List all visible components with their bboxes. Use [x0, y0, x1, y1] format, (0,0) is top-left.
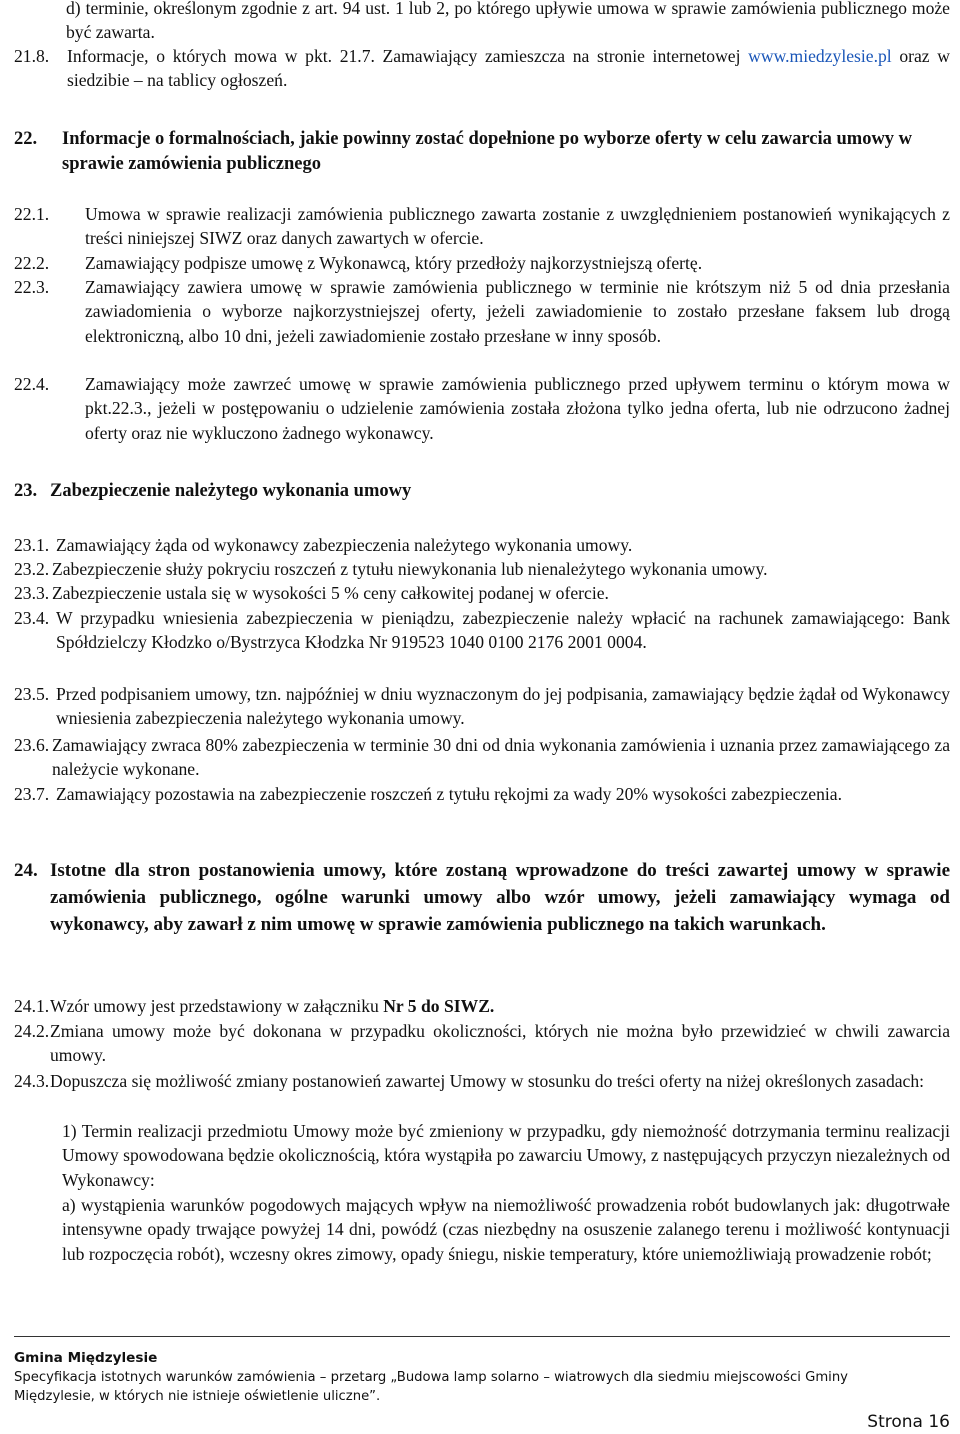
- item-text: Zamawiający zawiera umowę w sprawie zamówienia publicznego w terminie nie krótszym niż 5 od dnia przesłania zawiadomienia o wyborze najkorzystniejszej oferty, jeżeli zawiadomienie to zostało przesłane faksem lub drogą elektroniczną, albo 10 dni, jeżeli zawiadomienie zostało przesłane w inny sposób.: [85, 277, 950, 346]
- paragraph-d-text: d) terminie, określonym zgodnie z art. 94 ust. 1 lub 2, po którego upływie umowa w sprawie zamówienia publicznego może być zawarta.: [66, 0, 950, 43]
- list-item: [14, 533, 950, 557]
- item-text: Zmiana umowy może być dokonana w przypadku okoliczności, których nie można było przewidzieć w chwili zawarcia umowy.: [50, 1021, 950, 1066]
- page-number: Strona 16: [867, 1412, 950, 1432]
- item-number: 23.6.: [14, 735, 50, 755]
- item-number: 24.2.: [14, 1021, 50, 1041]
- item-text: Zamawiający zwraca 80% zabezpieczenia w terminie 30 dni od dnia wykonania zamówienia i uznania przez zamawiającego za należycie wykonane.: [52, 735, 950, 780]
- item-text: Zabezpieczenie ustala się w wysokości 5 % ceny całkowitej podanej w ofercie.: [52, 583, 609, 603]
- item-text: Zamawiający pozostawia na zabezpieczenie roszczeń z tytułu rękojmi za wady 20% wysokości zabezpieczenia.: [56, 784, 842, 804]
- list-item: [14, 782, 950, 806]
- page-footer: [14, 1349, 950, 1406]
- item-number: 22.4.: [14, 374, 50, 394]
- website-link[interactable]: www.miedzylesie.pl: [748, 46, 892, 66]
- section-number: 22.: [14, 129, 38, 149]
- attachment-reference: Nr 5 do SIWZ.: [383, 996, 495, 1016]
- footer-divider: [14, 1336, 950, 1337]
- item-21-8-text: Informacje, o których mowa w pkt. 21.7. Zamawiający zamieszcza na stronie internetowej: [67, 46, 741, 66]
- sub-item-text: a) wystąpienia warunków pogodowych mających wpływ na niemożliwość prowadzenia robót budowlanych jak: długotrwałe intensywne opady trwające powyżej 14 dni, powódź (czas niezbędny na osuszenie zalanego terenu i możliwość kontynuacji lub rozpoczęcia robót), wczesny okres zimowy, opady śniegu, niskie temperatury, które uniemożliwiają prowadzenie robót;: [62, 1195, 950, 1264]
- sub-item-1: [62, 1119, 950, 1192]
- sub-item-text: 1) Termin realizacji przedmiotu Umowy może być zmieniony w przypadku, gdy niemożność dotrzymania terminu realizacji Umowy spowodowana będzie okolicznością, która wystąpiła po zawarciu Umowy, z następujących przyczyn niezależnych od Wykonawcy:: [62, 1121, 950, 1190]
- item-text: Przed podpisaniem umowy, tzn. najpóźniej w dniu wyznaczonym do jej podpisania, zamawiający będzie żądał od Wykonawcy wniesienia zabezpieczenia należytego wykonania umowy.: [56, 684, 950, 729]
- item-text: Zabezpieczenie służy pokryciu roszczeń z tytułu niewykonania lub nienależytego wykonania umowy.: [52, 559, 768, 579]
- item-number: 22.3.: [14, 277, 50, 297]
- section-24-heading: [14, 857, 950, 938]
- item-number: 24.3.: [14, 1071, 50, 1091]
- item-24-1-text: Wzór umowy jest przedstawiony w załączniku: [50, 996, 379, 1016]
- item-text: W przypadku wniesienia zabezpieczenia w pieniądzu, zabezpieczenie należy wpłacić na rachunek zamawiającego: Bank Spółdzielczy Kłodzko o/Bystrzyca Kłodzka Nr 919523 1040 0100 2176 2001 0004.: [56, 608, 950, 653]
- list-item: [14, 557, 950, 581]
- section-23-heading: [14, 479, 950, 504]
- item-text: [67, 44, 950, 93]
- list-item: [14, 1019, 950, 1068]
- list-item: [14, 275, 950, 348]
- item-text: Umowa w sprawie realizacji zamówienia publicznego zawarta zostanie z uwzględnieniem postanowień wynikających z treści niniejszej SIWZ oraz danych zawartych w ofercie.: [85, 204, 950, 249]
- list-item: [14, 372, 950, 445]
- list-item: [14, 251, 950, 275]
- section-title: Istotne dla stron postanowienia umowy, które zostaną wprowadzone do treści zawartej umowy w sprawie zamówienia publicznego, ogólne warunki umowy albo wzór umowy, jeżeli zamawiający wymaga od wykonawcy, aby zawarł z nim umowę w sprawie zamówienia publicznego na takich warunkach.: [50, 860, 950, 935]
- sub-item-1a: [62, 1193, 950, 1266]
- item-number: 23.1.: [14, 535, 50, 555]
- item-text: Zamawiający podpisze umowę z Wykonawcą, który przedłoży najkorzystniejszą ofertę.: [85, 253, 703, 273]
- item-number: 23.4.: [14, 608, 50, 628]
- item-number: 23.7.: [14, 784, 50, 804]
- item-number: 23.5.: [14, 684, 50, 704]
- footer-line-1: Specyfikacja istotnych warunków zamówienia – przetarg „Budowa lamp solarno – wiatrowych dla siedmiu miejscowości Gminy: [14, 1370, 848, 1385]
- item-number: 21.8.: [14, 46, 50, 66]
- item-number: 24.1.: [14, 996, 50, 1016]
- item-21-8: [14, 44, 950, 93]
- item-number: 22.2.: [14, 253, 50, 273]
- section-title: Informacje o formalnościach, jakie powinny zostać dopełnione po wyborze oferty w celu zawarcia umowy w sprawie zamówienia publicznego: [62, 129, 913, 174]
- section-22-heading: [14, 127, 950, 177]
- item-text: Zamawiający może zawrzeć umowę w sprawie zamówienia publicznego przed upływem terminu o którym mowa w pkt.22.3., jeżeli w postępowaniu o udzielenie zamówienia została złożona tylko jedna oferta, lub nie odrzucono żadnej oferty oraz nie wykluczono żadnego wykonawcy.: [85, 374, 950, 443]
- list-item: [14, 1069, 950, 1093]
- item-number: 23.2.: [14, 559, 50, 579]
- footer-line-2: Międzylesie, w których nie istnieje oświetlenie uliczne”.: [14, 1389, 381, 1404]
- footer-organization: Gmina Międzylesie: [14, 1350, 158, 1366]
- item-text: Zamawiający żąda od wykonawcy zabezpieczenia należytego wykonania umowy.: [56, 535, 633, 555]
- section-title: Zabezpieczenie należytego wykonania umowy: [50, 481, 412, 501]
- paragraph-d: [66, 0, 950, 45]
- section-number: 24.: [14, 860, 38, 881]
- list-item: [14, 202, 950, 251]
- list-item: [14, 682, 950, 731]
- list-item: [14, 994, 950, 1018]
- section-number: 23.: [14, 481, 38, 501]
- item-number: 23.3.: [14, 583, 50, 603]
- item-number: 22.1.: [14, 204, 50, 224]
- list-item: [14, 606, 950, 655]
- item-text: [50, 994, 950, 1018]
- item-text: Dopuszcza się możliwość zmiany postanowień zawartej Umowy w stosunku do treści oferty na niżej określonych zasadach:: [50, 1071, 925, 1091]
- list-item: [14, 581, 950, 605]
- list-item: [14, 733, 950, 782]
- item-21-8-text-b: oraz w siedzibie – na tablicy ogłoszeń.: [67, 46, 950, 91]
